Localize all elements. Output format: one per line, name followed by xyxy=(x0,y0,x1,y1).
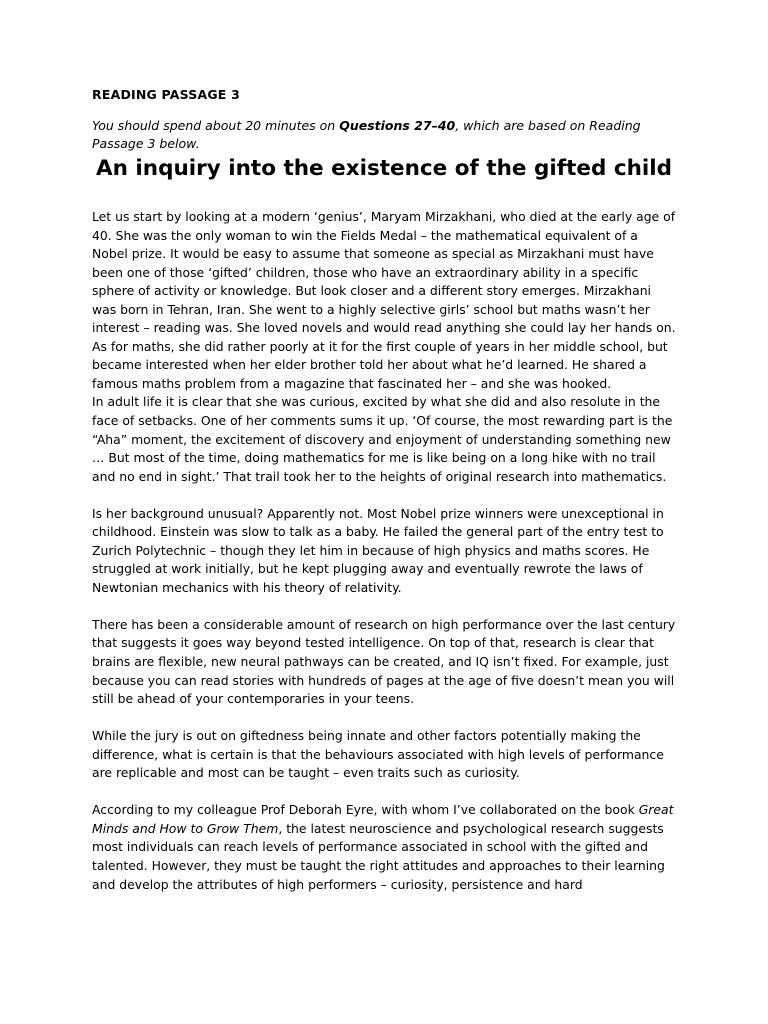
paragraph-6-prefix: According to my colleague Prof Deborah Eyre, with whom I’ve collaborated on the book xyxy=(92,802,639,818)
paragraph-6 xyxy=(92,801,676,894)
paragraph-spacer xyxy=(92,709,676,728)
passage-title: An inquiry into the existence of the gifted child xyxy=(95,156,673,181)
instructions-prefix: You should spend about 20 minutes on xyxy=(92,118,340,133)
section-heading: READING PASSAGE 3 xyxy=(92,87,240,102)
paragraph-spacer xyxy=(92,783,676,802)
paragraph-spacer xyxy=(92,597,676,616)
paragraph-4: There has been a considerable amount of research on high performance over the last century that suggests it goes way beyond tested intelligence. On top of that, research is clear that brains are flexible, new neural pathways can be created, and IQ isn’t fixed. For example, just because you can read stories with hundreds of pages at the age of five doesn’t mean you will still be ahead of your contemporaries in your teens. xyxy=(92,616,676,707)
instructions-suffix: , which are based on Reading Passage 3 below. xyxy=(92,118,641,151)
paragraph-1: Let us start by looking at a modern ‘genius’, Maryam Mirzakhani, who died at the early age of 40. She was the only woman to win the Fields Medal – the mathematical equivalent of a Nobel prize. It would be easy to assume that someone as special as Mirzakhani must have been one of those ‘gifted’ children, those who have an extraordinary ability in a specific sphere of activity or knowledge. But look closer and a different story emerges. Mirzakhani was born in Tehran, Iran. She went to a highly selective girls’ school but maths wasn’t her interest – reading was. She loved novels and would read anything she could lay her hands on. As for maths, she did rather poorly at it for the first couple of years in her middle school, but became interested when her elder brother told her about what he’d learned. He shared a famous maths problem from a magazine that fascinated her – and she was hooked. xyxy=(92,209,676,391)
paragraph-5: While the jury is out on giftedness being innate and other factors potentially making the difference, what is certain is that the behaviours associated with high levels of performance are replicable and most can be taught – even traits such as curiosity. xyxy=(92,728,664,781)
instructions xyxy=(92,117,676,153)
paragraph-spacer xyxy=(92,486,676,505)
document-page xyxy=(92,86,676,894)
book-title: Great Minds and How to Grow Them xyxy=(92,802,674,836)
paragraph-2: In adult life it is clear that she was curious, excited by what she did and also resolute in the face of setbacks. One of her comments sums it up. ‘Of course, the most rewarding part is the “Aha” moment, the excitement of discovery and enjoyment of understanding something new … But most of the time, doing mathematics for me is like being on a long hike with no trail and no end in sight.’ That trail took her to the heights of original research into mathematics. xyxy=(92,394,673,484)
paragraph-3: Is her background unusual? Apparently not. Most Nobel prize winners were unexceptional in childhood. Einstein was slow to talk as a baby. He failed the general part of the entry test to Zurich Polytechnic – though they let him in because of high physics and maths scores. He struggled at work initially, but he kept plugging away and eventually rewrote the laws of Newtonian mechanics with his theory of relativity. xyxy=(92,505,664,595)
instructions-questions: Questions 27–40 xyxy=(339,118,456,133)
paragraph-6-suffix: , the latest neuroscience and psychological research suggests most individuals can reach levels of performance associated in school with the gifted and talented. However, they must be taught the right attitudes and approaches to their learning and develop the attributes of high performers – curiosity, persistence and hard xyxy=(92,820,665,892)
